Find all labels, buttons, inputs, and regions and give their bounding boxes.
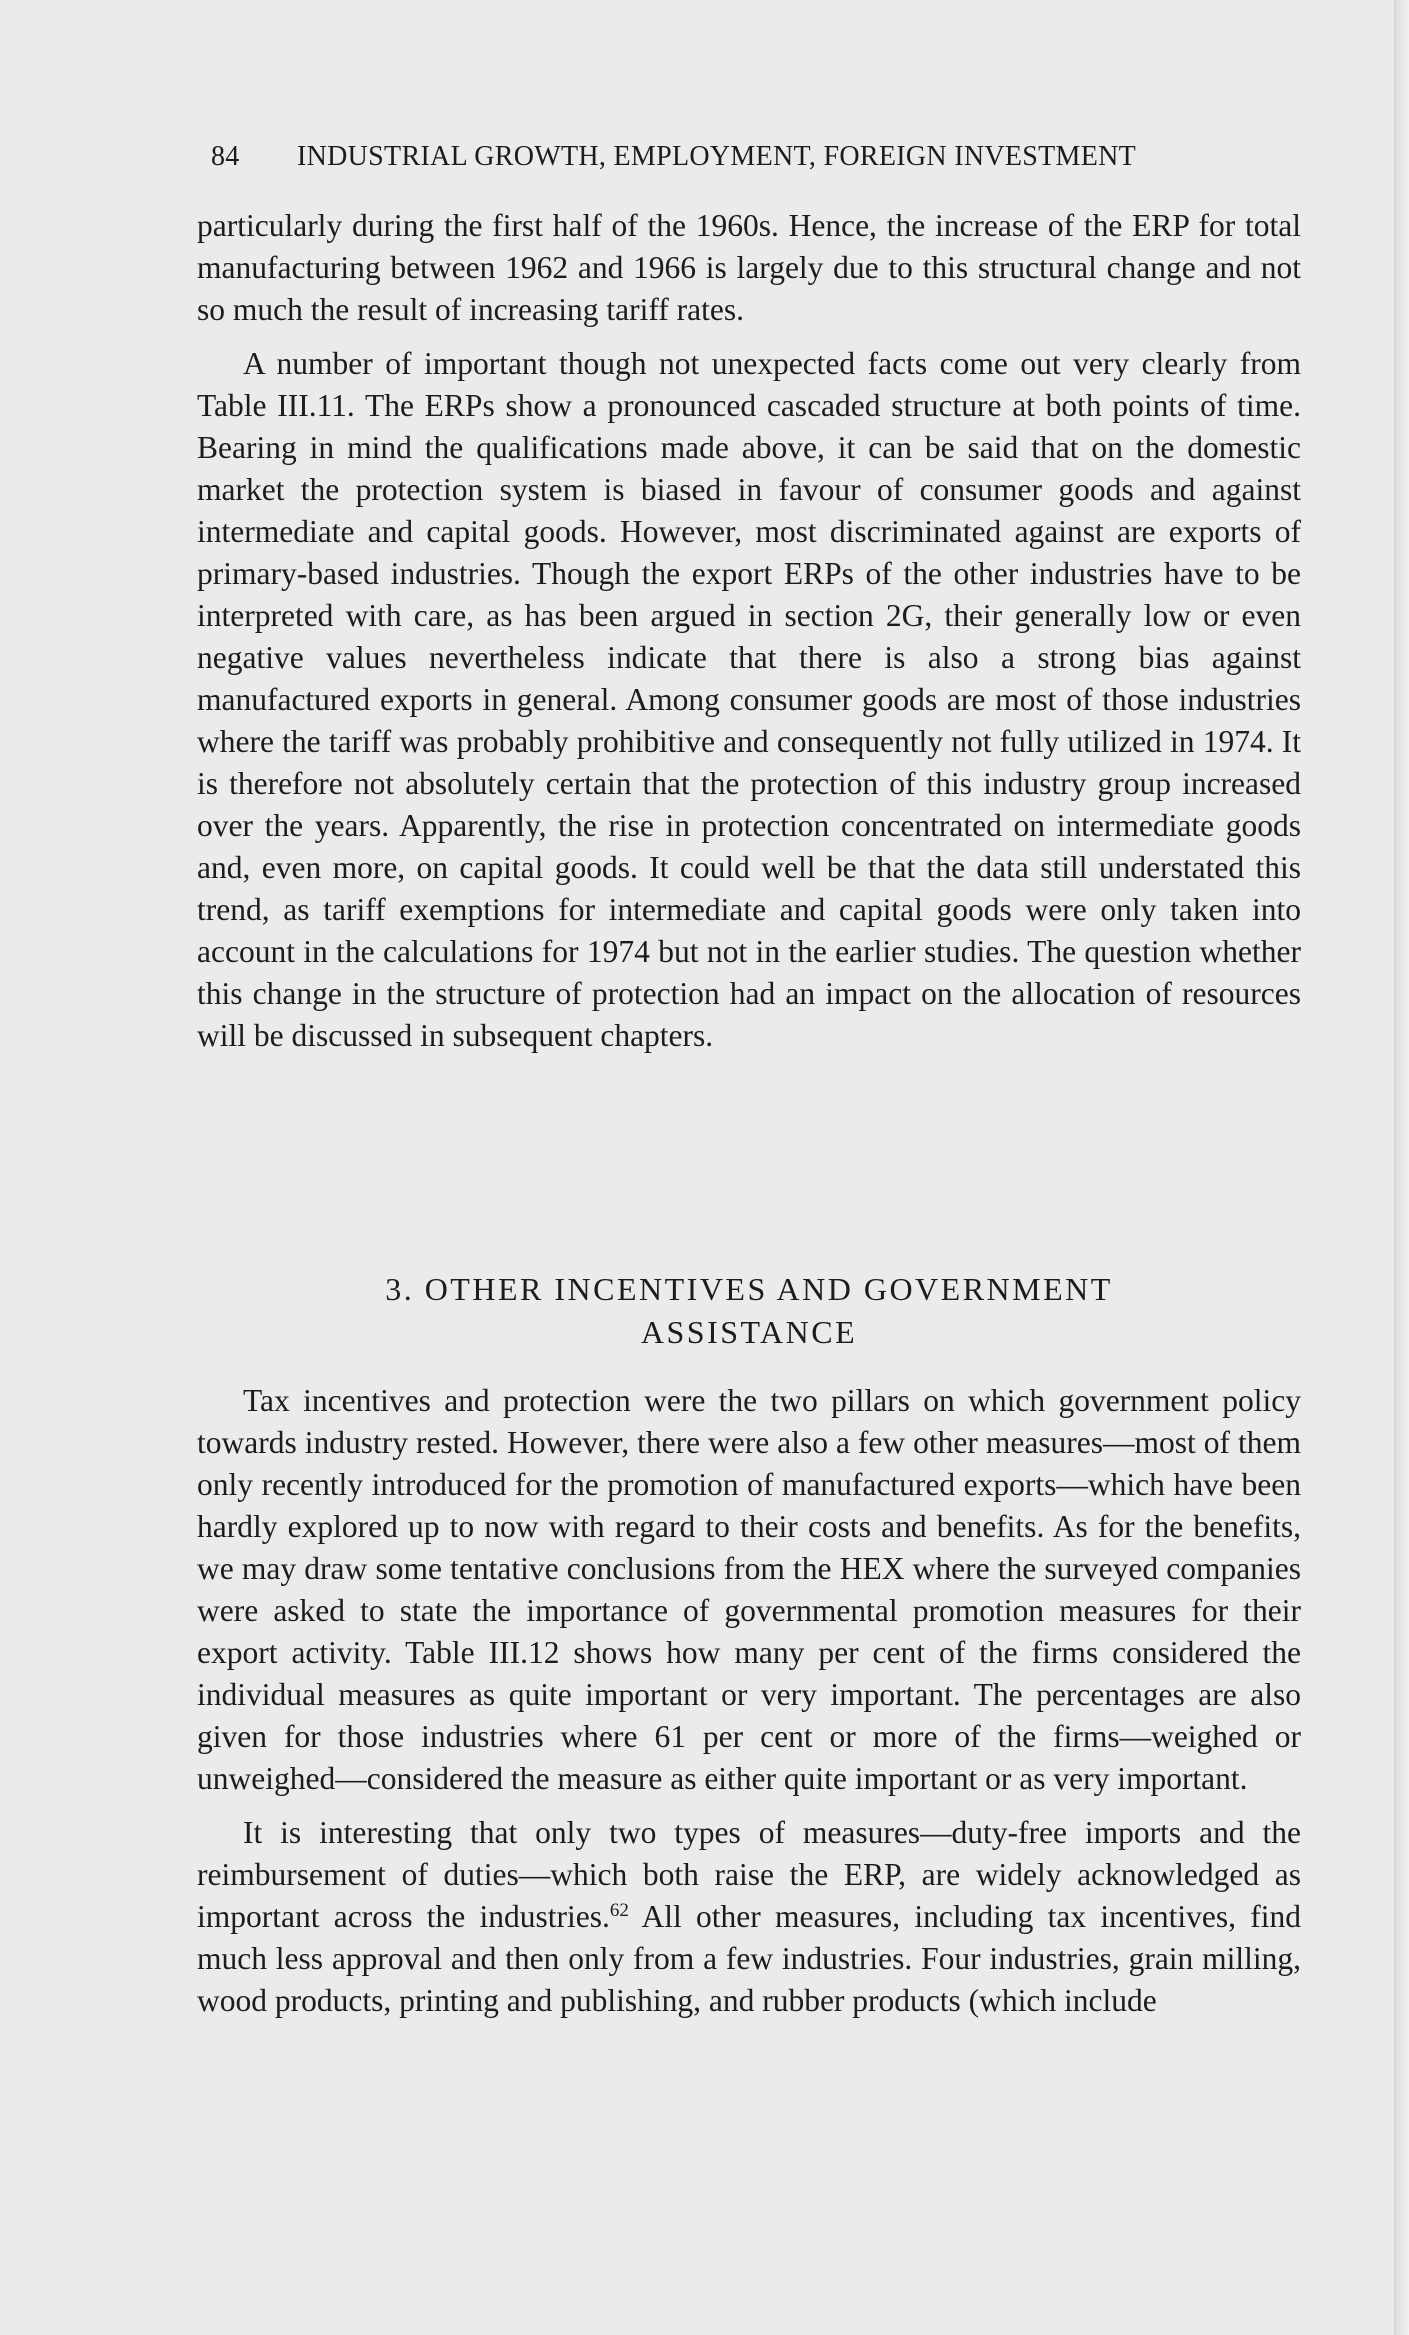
footnote-reference[interactable]: 62	[609, 1900, 629, 1921]
running-head-title: INDUSTRIAL GROWTH, EMPLOYMENT, FOREIGN INVESTMENT	[297, 141, 1137, 172]
paragraph-measures-part-2: All other measures, including tax incentives, find much less approval and then only from a few industries. Four industries, grain milling, wood products, printing and publishing, and rubber products (which include	[197, 1899, 1301, 2018]
body-text-block-1	[197, 205, 1301, 1057]
page-number: 84	[211, 141, 240, 172]
body-text-block-2	[197, 1380, 1301, 2022]
section-heading	[197, 1268, 1301, 1354]
page-edge	[1394, 0, 1409, 2335]
section-heading-line-2: ASSISTANCE	[640, 1314, 858, 1350]
running-head	[211, 141, 1231, 173]
paragraph-measures-part-1: It is interesting that only two types of measures—duty-free imports and the reimbursement of duties—which both raise the ERP, are widely acknowledged as important across the industries.	[197, 1815, 1301, 1934]
paragraph-tax-incentives: Tax incentives and protection were the two pillars on which government policy towards industry rested. However, there were also a few other measures—most of them only recently introduced for the promotion of manufactured exports—which have been hardly explored up to now with regard to their costs and benefits. As for the benefits, we may draw some tentative conclusions from the HEX where the surveyed companies were asked to state the importance of governmental promotion measures for their export activity. Table III.12 shows how many per cent of the firms considered the individual measures as quite important or very important. The percentages are also given for those industries where 61 per cent or more of the firms—weighed or unweighed—considered the measure as either quite important or as very important.	[197, 1383, 1301, 1796]
paragraph-continued: particularly during the first half of the 1960s. Hence, the increase of the ERP for total manufacturing between 1962 and 1966 is largely due to this structural change and not so much the result of increasing tariff rates.	[197, 208, 1301, 327]
paragraph-measures	[197, 1812, 1301, 2022]
paragraph-erp-findings: A number of important though not unexpected facts come out very clearly from Table III.11. The ERPs show a pronounced cascaded structure at both points of time. Bearing in mind the qualifications made above, it can be said that on the domestic market the protection system is biased in favour of consumer goods and against intermediate and capital goods. However, most discriminated against are exports of primary-based industries. Though the export ERPs of the other industries have to be interpreted with care, as has been argued in section 2G, their generally low or even negative values nevertheless indicate that there is also a strong bias against manufactured exports in general. Among consumer goods are most of those industries where the tariff was probably prohibitive and consequently not fully utilized in 1974. It is therefore not absolutely certain that the protection of this industry group increased over the years. Apparently, the rise in protection concentrated on intermediate goods and, even more, on capital goods. It could well be that the data still understated this trend, as tariff exemptions for intermediate and capital goods were only taken into account in the calculations for 1974 but not in the earlier studies. The question whether this change in the structure of protection had an impact on the allocation of resources will be discussed in subsequent chapters.	[197, 346, 1301, 1053]
section-heading-line-1: 3. OTHER INCENTIVES AND GOVERNMENT	[385, 1271, 1113, 1307]
